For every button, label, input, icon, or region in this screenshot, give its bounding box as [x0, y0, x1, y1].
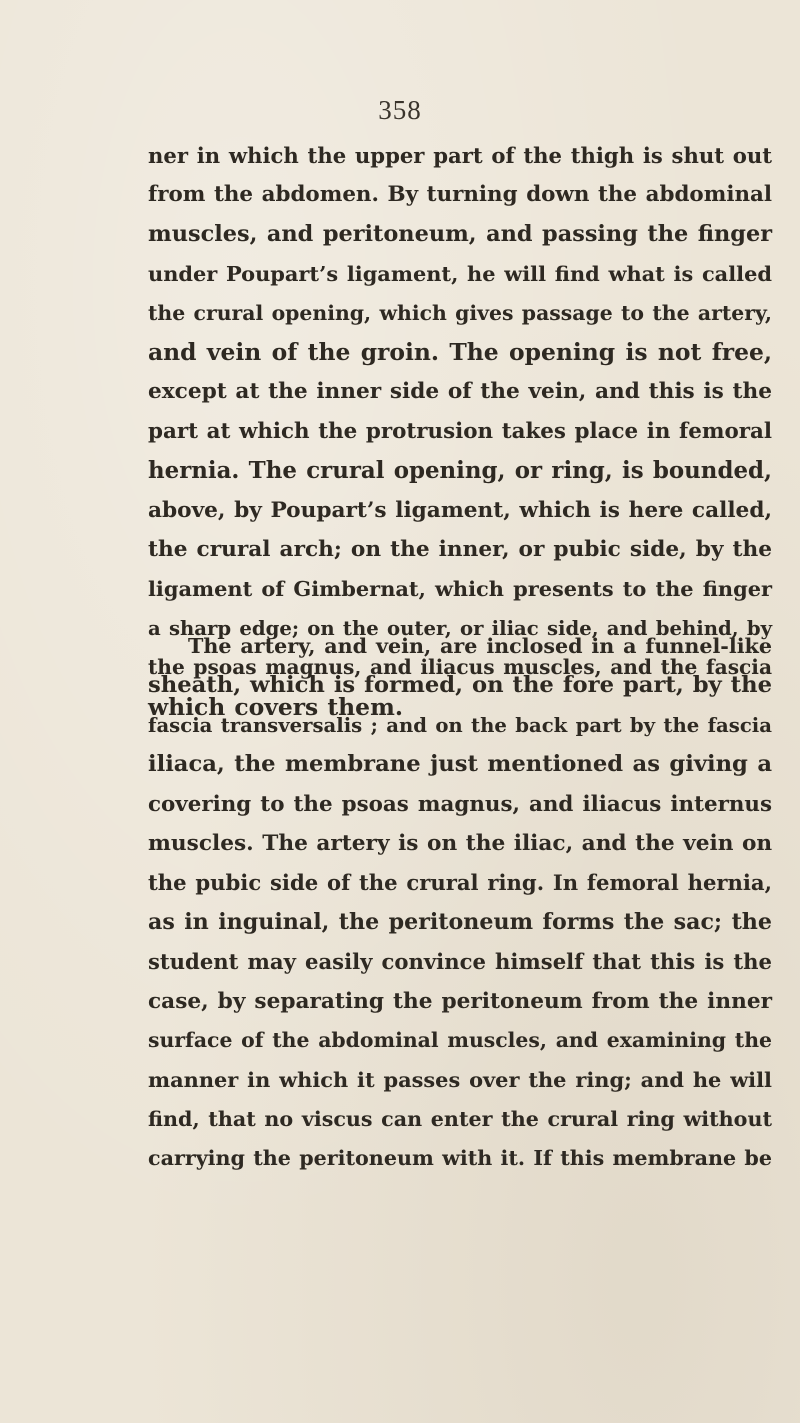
text-line: fascia transversalis ; and on the back part by the fascia — [148, 713, 772, 737]
text-line: as in inguinal, the peritoneum forms the sac; the — [148, 908, 772, 935]
text-line: muscles. The artery is on the iliac, and the vein on — [148, 831, 773, 857]
text-line: surface of the abdominal muscles, and examining the — [148, 1028, 772, 1053]
text-line: and vein of the groin. The opening is not free, — [148, 338, 772, 367]
text-line: ner in which the upper part of the thigh is shut out — [148, 143, 772, 168]
page-number: 358 — [378, 95, 422, 125]
text-line: The artery, and vein, are inclosed in a funnel-like — [188, 634, 772, 658]
text-line: ligament of Gimbernat, which presents to the finger — [148, 576, 772, 602]
text-line: the psoas magnus, and iliacus muscles, and the fascia — [148, 655, 772, 680]
text-line: find, that no viscus can enter the crural ring without — [148, 1106, 772, 1131]
text-line: iliaca, the membrane just mentioned as giving a — [148, 751, 772, 778]
text-line: a sharp edge; on the outer, or iliac side, and behind, by — [148, 616, 772, 640]
text-line: hernia. The crural opening, or ring, is bounded, — [148, 457, 772, 485]
text-line: the crural opening, which gives passage to the artery, — [148, 300, 772, 325]
text-line: the pubic side of the crural ring. In femoral hernia, — [148, 870, 772, 896]
text-line: sheath, which is formed, on the fore part, by the — [148, 672, 772, 699]
text-line: carrying the peritoneum with it. If this membrane be — [148, 1146, 772, 1171]
text-line: under Poupart’s ligament, he will find what is called — [148, 261, 772, 287]
text-line: the crural arch; on the inner, or pubic side, by the — [148, 537, 772, 563]
text-line: case, by separating the peritoneum from the inner — [148, 988, 772, 1014]
text-line: except at the inner side of the vein, and this is the — [148, 379, 772, 405]
text-line: from the abdomen. By turning down the abdominal — [148, 182, 772, 208]
text-line: which covers them. — [148, 692, 403, 721]
text-line: part at which the protrusion takes place in femoral — [148, 418, 772, 444]
text-line: student may easily convince himself that this is the — [148, 949, 772, 975]
text-line: above, by Poupart’s ligament, which is here called, — [148, 497, 772, 523]
text-line: covering to the psoas magnus, and iliacus internus — [148, 791, 772, 817]
text-line: manner in which it passes over the ring; and he will — [148, 1067, 772, 1093]
paragraph-2 — [148, 627, 772, 1179]
text-line: muscles, and peritoneum, and passing the finger — [148, 220, 772, 247]
